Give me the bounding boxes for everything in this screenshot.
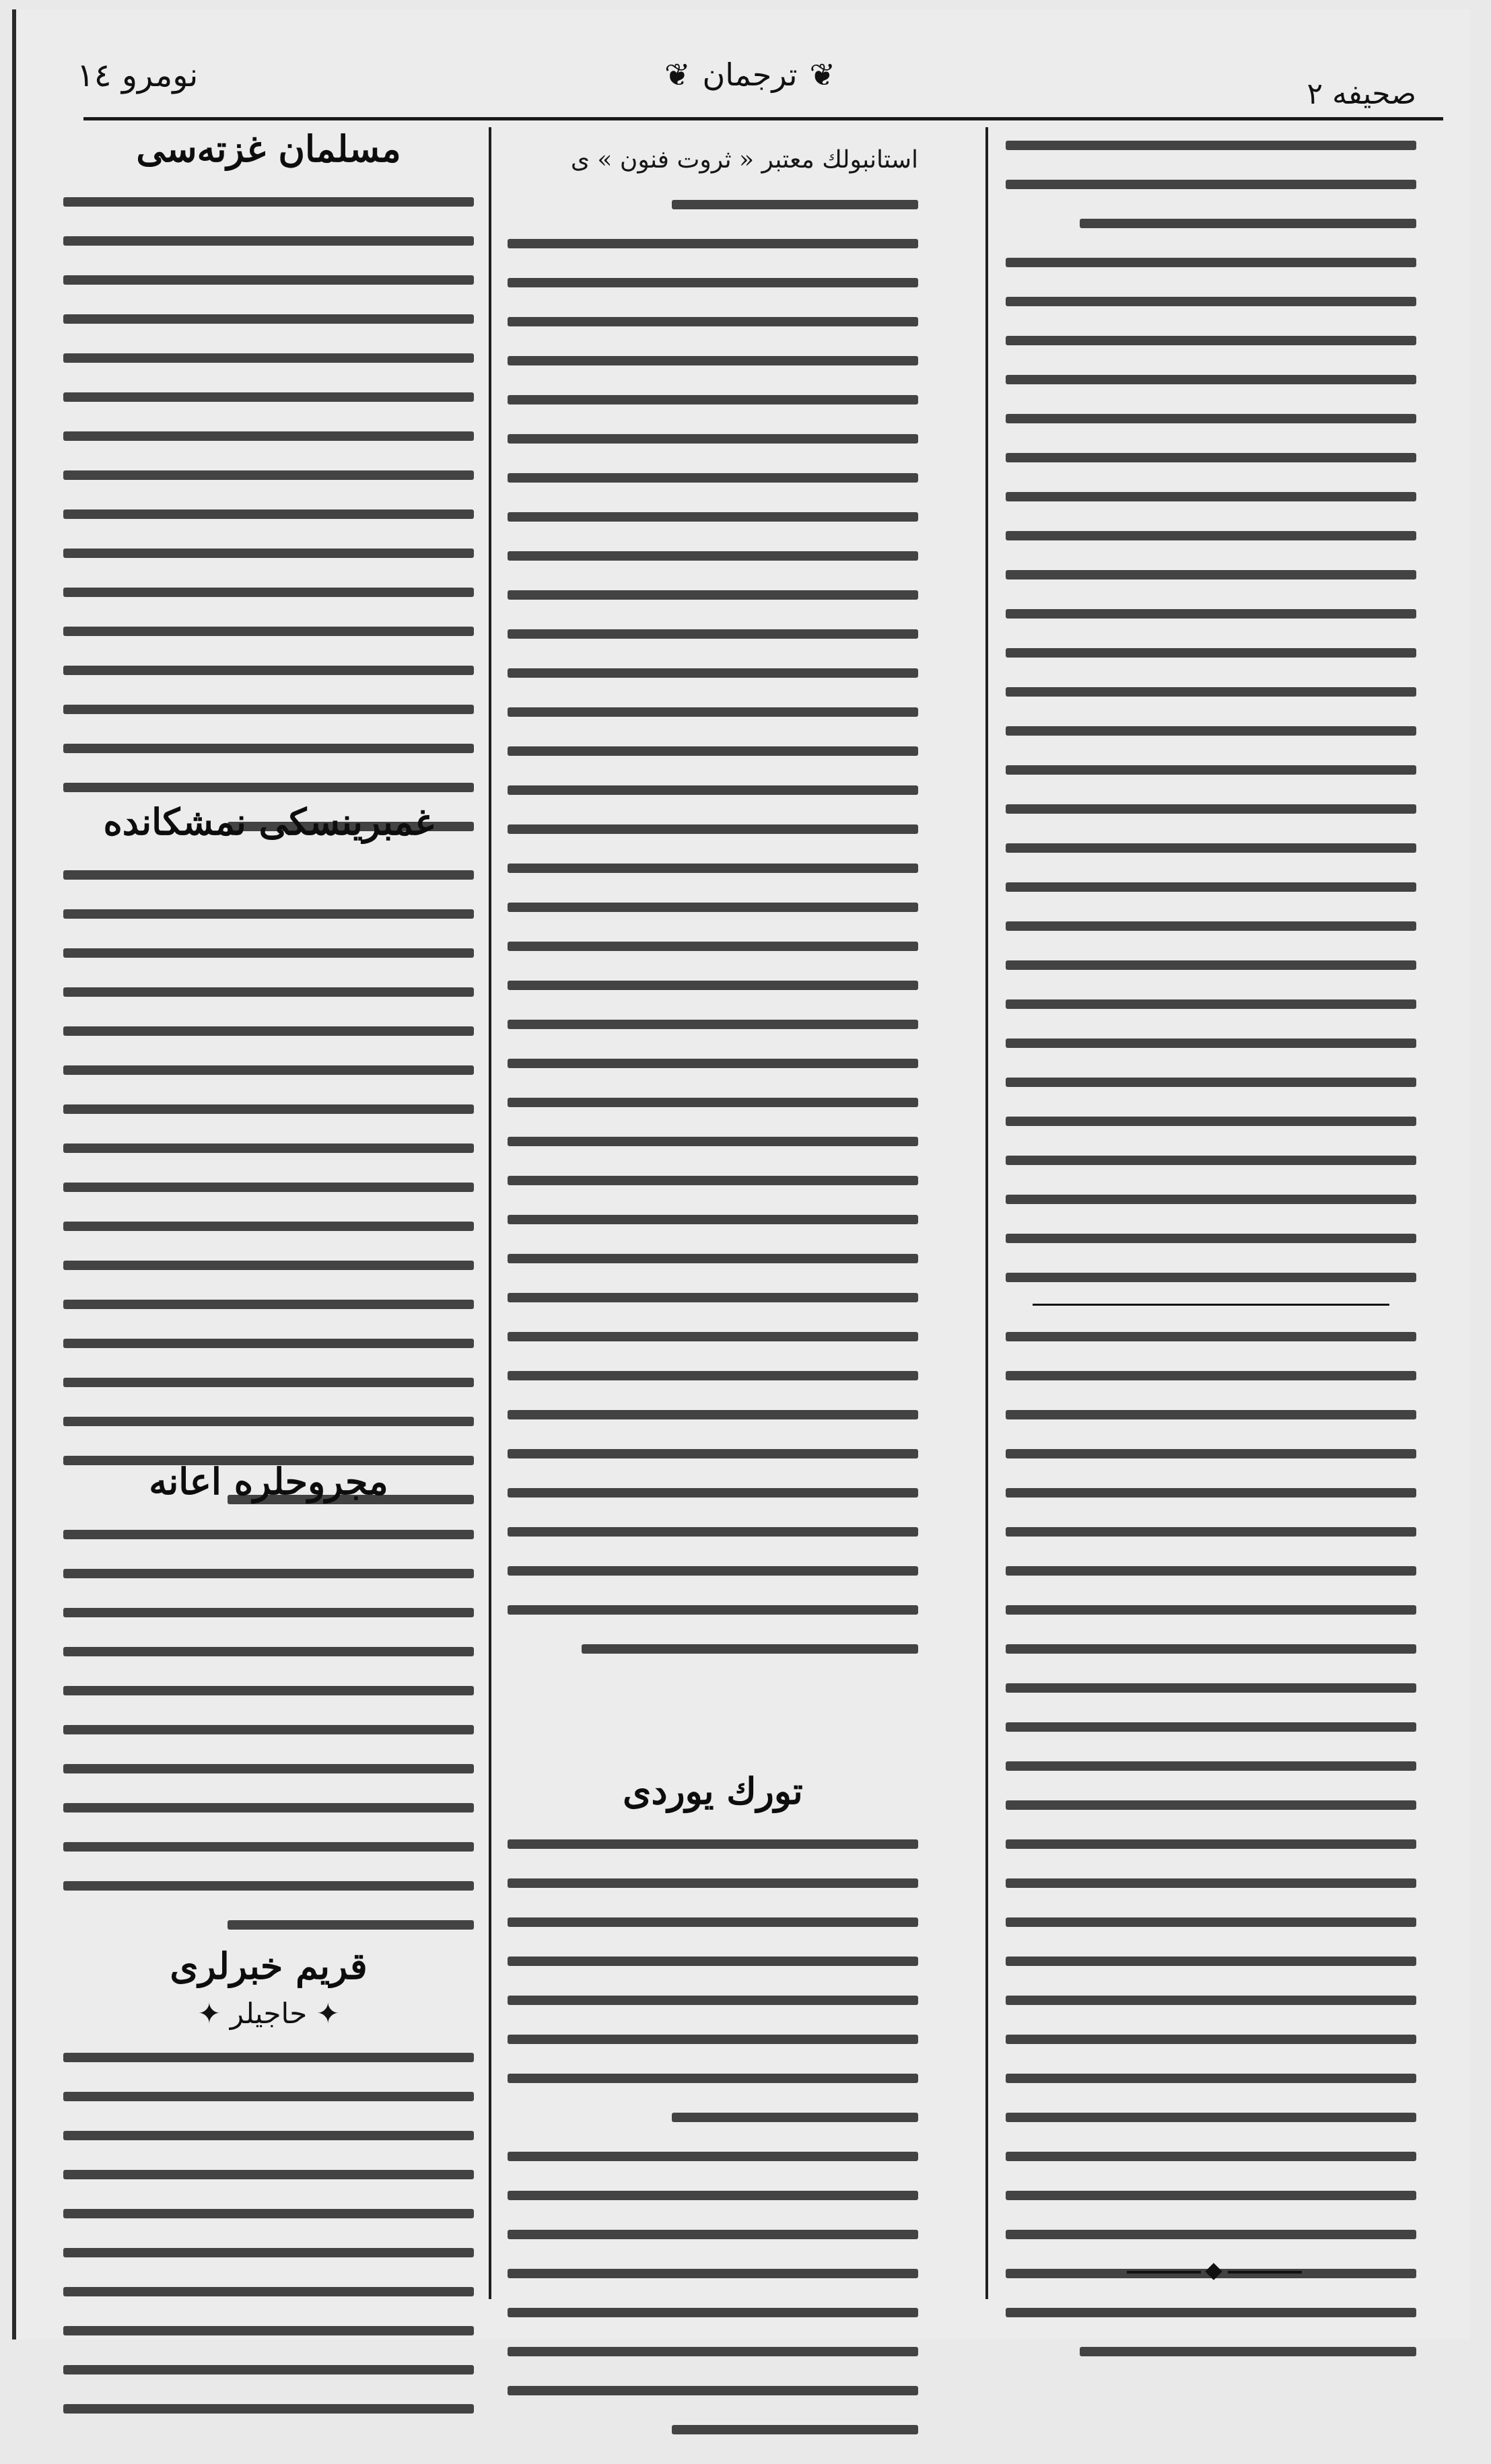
article-body [1006, 1332, 1416, 2356]
star-icon: ✦ [307, 1997, 340, 2030]
columns [63, 127, 1436, 2299]
article-heading: غمبرینسکی نمشکانده [103, 800, 434, 843]
article-body [1006, 141, 1416, 1282]
column-rule [489, 127, 491, 2299]
article-heading: مسلمان غزته‌سی [136, 127, 401, 170]
article-theatre [63, 800, 474, 1534]
article-heading: مجروحلره اعانه [149, 1460, 388, 1503]
article-body [63, 2053, 474, 2414]
masthead-ornament-left-icon: ❦ [809, 57, 836, 93]
left-column [63, 127, 474, 2299]
article-body [63, 197, 474, 831]
end-ornament [1127, 2265, 1302, 2279]
article-wounded-aid [63, 1460, 474, 1959]
article-war-commentary [508, 141, 918, 1683]
issue-number: نومرو ١٤ [77, 57, 199, 94]
masthead-ornament-right-icon: ❦ [664, 57, 691, 93]
article-body [508, 200, 918, 1654]
middle-column [508, 127, 918, 2299]
masthead [664, 57, 835, 93]
article-body [63, 1530, 474, 1930]
article-muslim-newspaper [63, 127, 474, 861]
page-header [57, 36, 1443, 110]
section-divider [1033, 1304, 1389, 1306]
masthead-title: ترجمان [702, 57, 798, 93]
article-turk-yurdu [508, 1769, 918, 2464]
article-subheading: ✦ حاجیلر ✦ [197, 1997, 340, 2030]
header-rule [83, 117, 1443, 120]
star-icon: ✦ [197, 1997, 230, 2030]
article-balkan-politics [1006, 141, 1416, 1312]
right-column [1006, 127, 1416, 2299]
column-rule [985, 127, 988, 2299]
article-heading: تورك یوردی [623, 1769, 803, 1812]
article-body [63, 870, 474, 1504]
article-body [508, 1839, 918, 2434]
page-number: صحیفه ٢ [1307, 77, 1416, 111]
article-intro: استانبولك معتبر « ثروت فنون » ی [570, 146, 918, 174]
article-heading: قریم خبرلری [170, 1944, 368, 1987]
article-diplomacy [1006, 1332, 1416, 2386]
newspaper-page [12, 9, 1470, 2339]
article-crimea-news [63, 1944, 474, 2443]
